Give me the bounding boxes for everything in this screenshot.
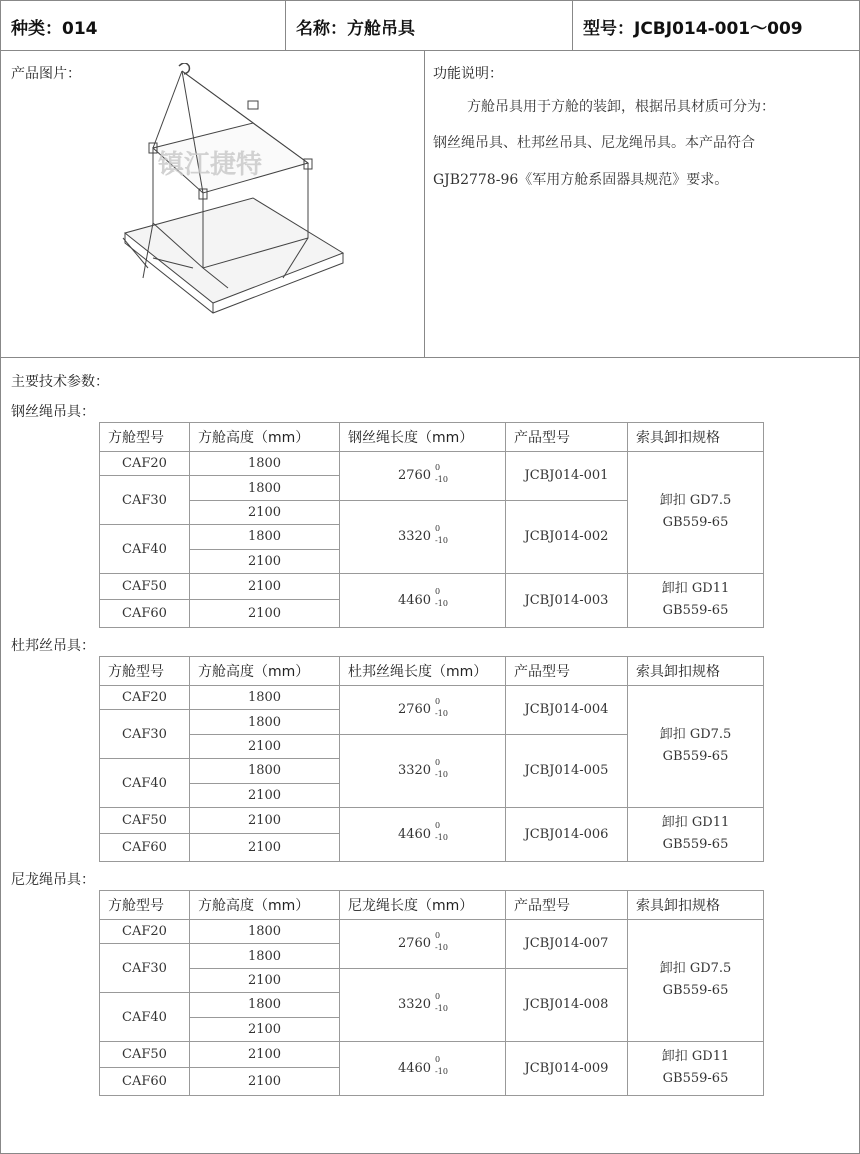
shackle-spec: 卸扣 GD11 <box>661 1049 730 1065</box>
shackle-spec: 卸扣 GD7.5 <box>659 961 732 977</box>
column-header: 产品型号 <box>506 657 628 686</box>
length-value: 2760 <box>397 468 432 484</box>
function-line-3: GJB2778-96《军用方舱系固器具规范》要求。 <box>433 171 729 188</box>
product-illustration <box>113 63 363 323</box>
product-model-cell: JCBJ014-005 <box>506 734 628 807</box>
tolerance-upper: 0 <box>435 930 441 940</box>
height-cell: 2100 <box>190 783 340 807</box>
cabin-model-cell: CAF60 <box>100 599 190 627</box>
column-header: 方舱型号 <box>100 657 190 686</box>
column-header: 方舱型号 <box>100 891 190 920</box>
shackle-cell <box>628 1041 764 1095</box>
length-cell <box>340 686 506 735</box>
height-cell: 2100 <box>190 833 340 861</box>
shackle-cell <box>628 452 764 574</box>
height-cell: 2100 <box>190 1067 340 1095</box>
table-title: 钢丝绳吊具： <box>11 404 95 420</box>
height-cell: 1800 <box>190 686 340 710</box>
column-header: 方舱高度（mm） <box>190 657 340 686</box>
column-header: 钢丝绳长度（mm） <box>340 423 506 452</box>
length-value: 2760 <box>397 936 432 952</box>
tolerance-lower: -10 <box>435 1003 448 1013</box>
height-cell: 2100 <box>190 549 340 573</box>
table-title: 杜邦丝吊具： <box>11 638 95 654</box>
tolerance-upper: 0 <box>435 523 441 533</box>
length-value: 3320 <box>397 763 432 779</box>
length-cell <box>340 968 506 1041</box>
cabin-model-cell: CAF20 <box>100 686 190 710</box>
length-value: 4460 <box>397 1060 432 1076</box>
length-cell <box>340 573 506 627</box>
spec-table <box>99 890 764 1096</box>
shackle-standard: GB559-65 <box>662 983 729 999</box>
tolerance <box>431 757 448 779</box>
function-title: 功能说明： <box>433 66 503 82</box>
tolerance-upper: 0 <box>435 696 441 706</box>
tolerance-lower: -10 <box>435 1067 448 1077</box>
tolerance-lower: -10 <box>435 474 448 484</box>
table-header-row <box>100 657 764 686</box>
height-cell: 2100 <box>190 500 340 524</box>
height-cell: 1800 <box>190 944 340 968</box>
tolerance-lower: -10 <box>435 599 448 609</box>
column-header: 方舱高度（mm） <box>190 891 340 920</box>
product-model-cell: JCBJ014-004 <box>506 686 628 735</box>
height-cell: 1800 <box>190 759 340 783</box>
tolerance-lower: -10 <box>435 535 448 545</box>
height-cell: 1800 <box>190 476 340 500</box>
column-header: 尼龙绳长度（mm） <box>340 891 506 920</box>
cabin-model-cell: CAF40 <box>100 993 190 1042</box>
column-header: 索具卸扣规格 <box>628 423 764 452</box>
overview-section <box>1 51 860 358</box>
watermark-text: 镇江捷特 <box>158 150 263 180</box>
product-model-cell: JCBJ014-008 <box>506 968 628 1041</box>
length-cell <box>340 500 506 573</box>
tolerance-lower: -10 <box>435 708 448 718</box>
shackle-spec: 卸扣 GD11 <box>661 815 730 831</box>
column-header: 产品型号 <box>506 891 628 920</box>
cabin-model-cell: CAF50 <box>100 1041 190 1067</box>
length-cell <box>340 1041 506 1095</box>
shackle-standard: GB559-65 <box>662 837 729 853</box>
shackle-standard: GB559-65 <box>662 603 729 619</box>
length-value: 4460 <box>397 826 432 842</box>
length-cell <box>340 920 506 969</box>
product-model-cell: JCBJ014-001 <box>506 452 628 501</box>
tolerance-lower: -10 <box>435 833 448 843</box>
table-row <box>100 573 764 599</box>
tolerance-upper: 0 <box>435 757 441 767</box>
cabin-model-cell: CAF20 <box>100 920 190 944</box>
height-cell: 1800 <box>190 993 340 1017</box>
length-value: 3320 <box>397 997 432 1013</box>
section-divider <box>424 51 425 358</box>
length-cell <box>340 807 506 861</box>
height-cell: 2100 <box>190 734 340 758</box>
height-cell: 2100 <box>190 1017 340 1041</box>
height-cell: 2100 <box>190 573 340 599</box>
shackle-standard: GB559-65 <box>662 515 729 531</box>
tolerance-upper: 0 <box>435 991 441 1001</box>
product-name-cell: 名称：方舱吊具 <box>286 1 573 51</box>
spec-table <box>99 422 764 628</box>
model-range-cell: 型号：JCBJ014-001～009 <box>583 18 803 39</box>
tolerance-upper: 0 <box>435 462 441 472</box>
table-title: 尼龙绳吊具： <box>11 872 95 888</box>
height-cell: 2100 <box>190 807 340 833</box>
table-row <box>100 920 764 944</box>
table-row <box>100 1041 764 1067</box>
column-header: 方舱高度（mm） <box>190 423 340 452</box>
column-header: 索具卸扣规格 <box>628 891 764 920</box>
height-cell: 1800 <box>190 452 340 476</box>
header-bar <box>1 1 860 51</box>
table-header-row <box>100 891 764 920</box>
height-cell: 2100 <box>190 968 340 992</box>
tolerance-lower: -10 <box>435 942 448 952</box>
length-value: 2760 <box>397 702 432 718</box>
tolerance <box>431 930 448 952</box>
shackle-standard: GB559-65 <box>662 749 729 765</box>
cabin-model-cell: CAF30 <box>100 944 190 993</box>
product-image-label: 产品图片： <box>11 66 81 82</box>
length-cell <box>340 734 506 807</box>
product-model-cell: JCBJ014-003 <box>506 573 628 627</box>
length-cell <box>340 452 506 501</box>
tolerance <box>431 991 448 1013</box>
function-line-2: 钢丝绳吊具、杜邦丝吊具、尼龙绳吊具。本产品符合 <box>433 135 755 152</box>
shackle-cell <box>628 686 764 808</box>
cabin-model-cell: CAF50 <box>100 807 190 833</box>
product-model-cell: JCBJ014-009 <box>506 1041 628 1095</box>
product-model-cell: JCBJ014-002 <box>506 500 628 573</box>
shackle-cell <box>628 807 764 861</box>
column-header: 杜邦丝绳长度（mm） <box>340 657 506 686</box>
cabin-model-cell: CAF40 <box>100 759 190 808</box>
cabin-model-cell: CAF40 <box>100 525 190 574</box>
cabin-model-cell: CAF30 <box>100 710 190 759</box>
cabin-model-cell: CAF60 <box>100 1067 190 1095</box>
cabin-model-cell: CAF50 <box>100 573 190 599</box>
tolerance <box>431 821 448 843</box>
length-value: 3320 <box>397 529 432 545</box>
table-header-row <box>100 423 764 452</box>
category-cell: 种类：014 <box>1 1 286 51</box>
length-value: 4460 <box>397 592 432 608</box>
product-model-cell: JCBJ014-007 <box>506 920 628 969</box>
shackle-cell <box>628 573 764 627</box>
spec-table <box>99 656 764 862</box>
shackle-spec: 卸扣 GD11 <box>661 581 730 597</box>
shackle-standard: GB559-65 <box>662 1071 729 1087</box>
height-cell: 2100 <box>190 1041 340 1067</box>
shackle-spec: 卸扣 GD7.5 <box>659 727 732 743</box>
tolerance-upper: 0 <box>435 1055 441 1065</box>
cabin-model-cell: CAF30 <box>100 476 190 525</box>
tolerance <box>431 1055 448 1077</box>
specs-title: 主要技术参数： <box>11 374 109 390</box>
tolerance <box>431 462 448 484</box>
cabin-model-cell: CAF60 <box>100 833 190 861</box>
tolerance-upper: 0 <box>435 587 441 597</box>
table-row <box>100 686 764 710</box>
function-line-1: 方舱吊具用于方舱的装卸，根据吊具材质可分为： <box>467 99 775 115</box>
cabin-model-cell: CAF20 <box>100 452 190 476</box>
product-model-cell: JCBJ014-006 <box>506 807 628 861</box>
table-row <box>100 452 764 476</box>
column-header: 产品型号 <box>506 423 628 452</box>
tolerance <box>431 587 448 609</box>
column-header: 方舱型号 <box>100 423 190 452</box>
shackle-spec: 卸扣 GD7.5 <box>659 493 732 509</box>
tolerance-upper: 0 <box>435 821 441 831</box>
tolerance <box>431 523 448 545</box>
height-cell: 1800 <box>190 525 340 549</box>
height-cell: 1800 <box>190 710 340 734</box>
height-cell: 2100 <box>190 599 340 627</box>
function-description <box>433 89 851 198</box>
column-header: 索具卸扣规格 <box>628 657 764 686</box>
height-cell: 1800 <box>190 920 340 944</box>
shackle-cell <box>628 920 764 1042</box>
tolerance-lower: -10 <box>435 769 448 779</box>
tolerance <box>431 696 448 718</box>
table-row <box>100 807 764 833</box>
